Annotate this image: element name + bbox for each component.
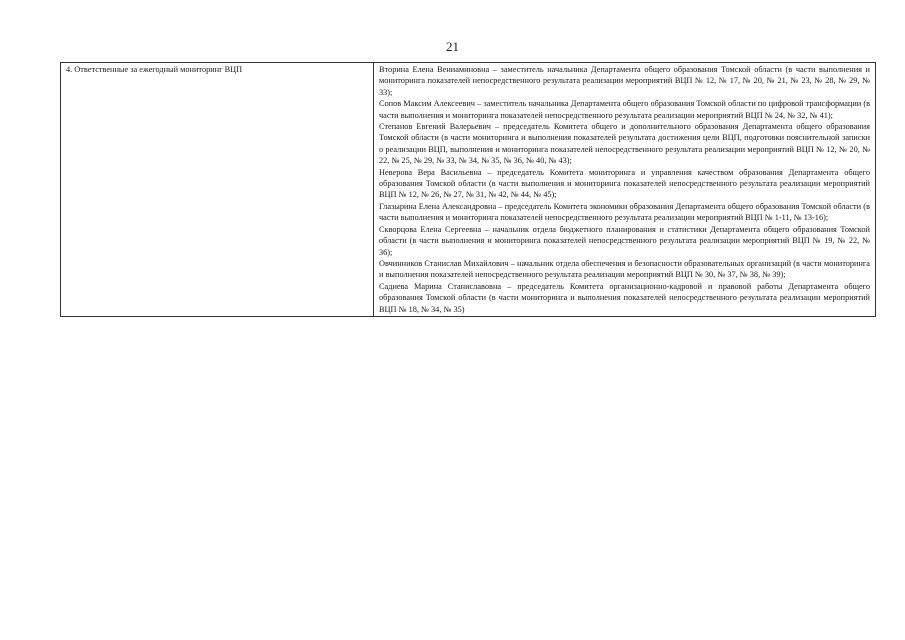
responsible-entry: Вторина Елена Вениаминовна – заместитель начальника Департамента общего образования Томской области (в части выполнения и мониторинга показателей непосредственного результата реализации мероприятий ВЦП № 12, № 17, № 20, № 21, № 23, № 28, № 29, № 33); [379,65,870,97]
table-row [61,63,876,317]
responsible-entry: Сопов Максим Алексеевич – заместитель начальника Департамента общего образования Томской области по цифровой трансформации (в части выполнения и мониторинга показателей непосредственного результата реализации мероприятий ВЦП № 24, № 32, № 41); [379,99,870,120]
responsible-entry: Глазырина Елена Александровна – председатель Комитета экономики образования Департамента общего образования Томской области (в части выполнения и мониторинга показателей непосредственного результата реализации мероприятий ВЦП № 1-11, № 13-16); [379,201,870,223]
responsible-entry: Скворцова Елена Сергеевна – начальник отдела бюджетного планирования и статистики Департамента общего образования Томской области (в части выполнения и мониторинга показателей непосредственного результата реализации мероприятий ВЦП № 19, № 22, № 36); [379,224,870,257]
responsible-entry: Степанов Евгений Валерьевич – председатель Комитета общего и дополнительного образования Департамента общего образования Томской области (в части мониторинга и выполнения показателей результата достижения цели ВЦП, подготовки пояснительной записки о реализации ВЦП, выполнения и мониторинга показателей непосредственного результата реализации мероприятий ВЦП № 12, № 20, № 22, № 25, № 29, № 33, № 34, № 35, № 36, № 40, № 43); [379,122,870,166]
page-number: 21 [446,39,459,54]
responsible-entry: Неверова Вера Васильевна – председатель Комитета мониторинга и управления качеством образования Департамента общего образования Томской области (в части выполнения и мониторинга показателей непосредственного результата реализации мероприятий ВЦП № 12, № 26, № 27, № 31, № 42, № 44, № 45); [379,167,870,200]
responsible-entry: Овчинников Станислав Михайлович – начальник отдела обеспечения и безопасности образовательных организаций (в части мониторинга и выполнения показателей непосредственного результата реализации мероприятий ВЦП № 30, № 37, № 38, № 39); [379,258,870,280]
section-label: 4. Ответственные за ежегодный мониторинг ВЦП [66,65,243,74]
responsible-entry: Садиева Марина Станиславовна – председатель Комитета организационно-кадровой и правовой работы Департамента общего образования Томской области (в части мониторинга и выполнения показателей непосредственного результата реализации мероприятий ВЦП № 18, № 34, № 35) [379,281,870,314]
responsibles-table [60,62,876,317]
section-label-cell [61,63,374,317]
responsibles-cell [374,63,876,317]
